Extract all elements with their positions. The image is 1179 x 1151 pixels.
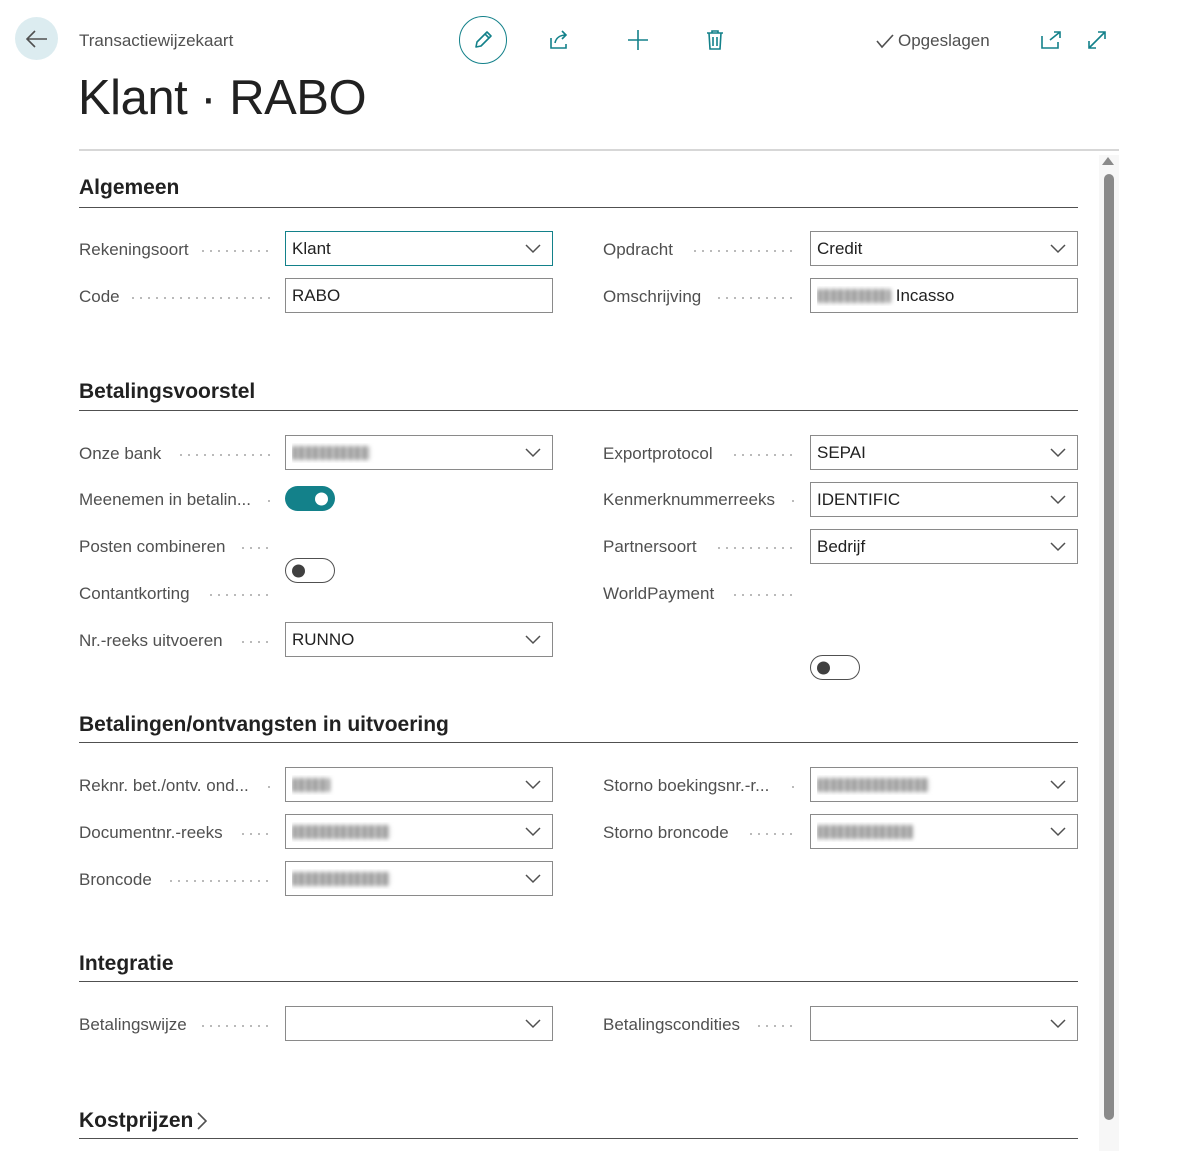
- omschrijving-value: [817, 286, 1071, 306]
- chevron-down-icon: [1050, 495, 1066, 505]
- leader-dots: [691, 250, 797, 252]
- section-divider: [79, 410, 1078, 411]
- scroll-up-arrow-icon[interactable]: [1102, 157, 1114, 165]
- opdracht-label: Opdracht: [603, 240, 673, 259]
- rekeningsoort-label: Rekeningsoort: [79, 240, 189, 259]
- expand-icon: [1086, 29, 1108, 51]
- redacted-text: [292, 872, 390, 886]
- redacted-text: [292, 446, 370, 460]
- header-divider: [79, 149, 1119, 151]
- toggle-knob: [817, 661, 830, 674]
- page-title: Klant · RABO: [78, 71, 367, 125]
- section-divider: [79, 1138, 1078, 1139]
- section-divider: [79, 742, 1078, 743]
- leader-dots: [747, 833, 797, 835]
- checkmark-icon: [875, 33, 895, 49]
- opdracht-select[interactable]: [810, 231, 1078, 266]
- storno-broncode-label: Storno broncode: [603, 823, 729, 842]
- leader-dots: [789, 786, 797, 788]
- betalingscondities-select[interactable]: [810, 1006, 1078, 1041]
- posten-combineren-toggle[interactable]: [285, 558, 335, 583]
- partnersoort-value: Bedrijf: [817, 536, 866, 556]
- section-title-integratie: Integratie: [79, 952, 174, 975]
- chevron-down-icon: [1050, 1019, 1066, 1029]
- onze-bank-value: [292, 443, 525, 463]
- scrollbar-thumb[interactable]: [1104, 174, 1114, 1120]
- code-label: Code: [79, 287, 120, 306]
- toggle-knob: [292, 564, 305, 577]
- exportprotocol-value: SEPAI: [817, 442, 866, 462]
- leader-dots: [199, 250, 272, 252]
- chevron-down-icon: [525, 1019, 541, 1029]
- redacted-text: [292, 778, 330, 792]
- storno-boekingsnr-value: [817, 775, 1050, 795]
- posten-combineren-label: Posten combineren: [79, 537, 226, 556]
- meenemen-label: Meenemen in betalin...: [79, 490, 251, 509]
- documentnr-reeks-select[interactable]: [285, 814, 553, 849]
- rekeningsoort-value: Klant: [292, 238, 331, 258]
- leader-dots: [167, 880, 272, 882]
- rekeningsoort-select[interactable]: [285, 231, 553, 266]
- open-in-new-window-icon: [1040, 30, 1062, 50]
- leader-dots: [239, 547, 272, 549]
- chevron-down-icon: [1050, 827, 1066, 837]
- toggle-knob: [315, 492, 328, 505]
- chevron-down-icon: [1050, 448, 1066, 458]
- leader-dots: [199, 1025, 272, 1027]
- plus-icon: [626, 28, 650, 52]
- section-title-uitvoering: Betalingen/ontvangsten in uitvoering: [79, 713, 449, 736]
- kenmerknummerreeks-value: IDENTIFIC: [817, 489, 901, 509]
- leader-dots: [715, 297, 797, 299]
- exportprotocol-select[interactable]: [810, 435, 1078, 470]
- worldpayment-toggle[interactable]: [810, 655, 860, 680]
- reknr-label: Reknr. bet./ontv. ond...: [79, 776, 249, 795]
- chevron-down-icon: [525, 827, 541, 837]
- kenmerknummerreeks-select[interactable]: [810, 482, 1078, 517]
- pencil-icon: [472, 29, 494, 51]
- saved-status: [875, 31, 990, 51]
- broncode-value: [292, 869, 525, 889]
- delete-button[interactable]: [695, 20, 735, 60]
- partnersoort-select[interactable]: [810, 529, 1078, 564]
- betalingswijze-select[interactable]: [285, 1006, 553, 1041]
- section-title-algemeen: Algemeen: [79, 176, 180, 199]
- new-button[interactable]: [618, 20, 658, 60]
- documentnr-reeks-value: [292, 822, 525, 842]
- redacted-text: [817, 778, 929, 792]
- chevron-down-icon: [1050, 542, 1066, 552]
- leader-dots: [731, 594, 797, 596]
- exportprotocol-label: Exportprotocol: [603, 444, 713, 463]
- nr-reeks-uitvoeren-label: Nr.-reeks uitvoeren: [79, 631, 223, 650]
- contantkorting-label: Contantkorting: [79, 584, 190, 603]
- redacted-text: [817, 289, 891, 303]
- leader-dots: [207, 594, 272, 596]
- share-button[interactable]: [539, 20, 579, 60]
- section-title-betalingsvoorstel: Betalingsvoorstel: [79, 380, 256, 403]
- redacted-text: [292, 825, 390, 839]
- kenmerknummerreeks-label: Kenmerknummerreeks: [603, 490, 775, 509]
- section-divider: [79, 207, 1078, 208]
- leader-dots: [239, 641, 272, 643]
- saved-status-label: Opgeslagen: [898, 31, 990, 50]
- meenemen-toggle[interactable]: [285, 486, 335, 511]
- documentnr-reeks-label: Documentnr.-reeks: [79, 823, 223, 842]
- storno-broncode-select[interactable]: [810, 814, 1078, 849]
- open-in-new-window-button[interactable]: [1031, 20, 1071, 60]
- partnersoort-label: Partnersoort: [603, 537, 697, 556]
- chevron-down-icon: [1050, 244, 1066, 254]
- leader-dots: [789, 500, 797, 502]
- section-divider: [79, 981, 1078, 982]
- betalingscondities-label: Betalingscondities: [603, 1015, 741, 1034]
- leader-dots: [265, 786, 273, 788]
- chevron-down-icon: [525, 874, 541, 884]
- expand-button[interactable]: [1077, 20, 1117, 60]
- share-icon: [548, 29, 570, 51]
- section-header-kostprijzen[interactable]: [79, 1109, 207, 1133]
- chevron-right-icon: [197, 1112, 207, 1130]
- chevron-down-icon: [1050, 780, 1066, 790]
- chevron-down-icon: [525, 635, 541, 645]
- storno-broncode-value: [817, 822, 1050, 842]
- leader-dots: [715, 547, 797, 549]
- edit-button[interactable]: [459, 16, 507, 64]
- trash-icon: [705, 29, 725, 51]
- storno-boekingsnr-select[interactable]: [810, 767, 1078, 802]
- leader-dots: [755, 1025, 797, 1027]
- chevron-down-icon: [525, 244, 541, 254]
- leader-dots: [239, 833, 272, 835]
- chevron-down-icon: [525, 448, 541, 458]
- section-title-kostprijzen: Kostprijzen: [79, 1109, 194, 1132]
- onze-bank-label: Onze bank: [79, 444, 162, 463]
- broncode-label: Broncode: [79, 870, 152, 889]
- code-value: RABO: [292, 285, 341, 305]
- broncode-select[interactable]: [285, 861, 553, 896]
- omschrijving-label: Omschrijving: [603, 287, 702, 306]
- storno-boekingsnr-label: Storno boekingsnr.-r...: [603, 776, 770, 795]
- nr-reeks-uitvoeren-select[interactable]: [285, 622, 553, 657]
- worldpayment-label: WorldPayment: [603, 584, 715, 603]
- breadcrumb: Transactiewijzekaart: [79, 31, 234, 50]
- opdracht-value: Credit: [817, 238, 863, 258]
- leader-dots: [731, 454, 797, 456]
- omschrijving-input[interactable]: [810, 278, 1078, 313]
- arrow-left-icon: [26, 30, 48, 48]
- leader-dots: [265, 500, 273, 502]
- onze-bank-select[interactable]: [285, 435, 553, 470]
- chevron-down-icon: [525, 780, 541, 790]
- leader-dots: [129, 297, 272, 299]
- leader-dots: [177, 454, 272, 456]
- reknr-select[interactable]: [285, 767, 553, 802]
- omschrijving-text: Incasso: [895, 285, 955, 305]
- redacted-text: [817, 825, 913, 839]
- reknr-value: [292, 775, 525, 795]
- nr-reeks-uitvoeren-value: RUNNO: [292, 629, 355, 649]
- back-button[interactable]: [15, 17, 58, 60]
- code-input[interactable]: [285, 278, 553, 313]
- betalingswijze-label: Betalingswijze: [79, 1015, 187, 1034]
